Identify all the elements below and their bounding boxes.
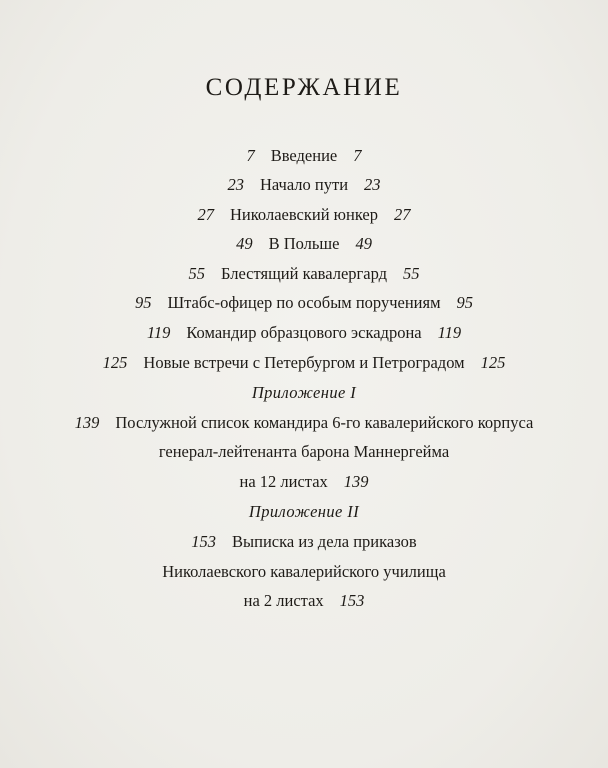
page-number-left: 55 <box>188 264 205 283</box>
entry-continuation <box>0 472 608 492</box>
entry-title: Блестящий кавалергард <box>220 264 388 283</box>
toc-entry <box>0 264 608 284</box>
page-number-right: 49 <box>355 234 372 253</box>
entry-title: Штабс-офицер по особым поручениям <box>167 293 441 312</box>
page-number-right: 119 <box>437 323 462 342</box>
page-number-left: 49 <box>236 234 253 253</box>
entry-continuation: Николаевского кавалерийского училища <box>162 562 446 581</box>
entry-title: Командир образцового эскадрона <box>186 323 422 342</box>
page-number-left: 23 <box>227 175 244 194</box>
page-number-right: 27 <box>394 205 411 224</box>
toc-entry <box>0 413 608 433</box>
toc-entry <box>0 175 608 195</box>
entry-title: Начало пути <box>259 175 349 194</box>
entry-continuation <box>0 591 608 611</box>
appendix-heading: Приложение I <box>251 383 357 402</box>
toc-entry <box>0 323 608 343</box>
page-number-right: 23 <box>364 175 381 194</box>
entry-title: В Польше <box>268 234 340 253</box>
page-number-left: 95 <box>134 293 152 312</box>
page-number-right: 153 <box>339 591 365 610</box>
entry-continuation: генерал-лейтенанта барона Маннергейма <box>158 442 450 461</box>
entry-subtitle: на 12 листах <box>239 472 328 491</box>
entry-title: Послужной список командира 6-го кавалерийского корпуса <box>115 413 534 432</box>
toc-entry <box>0 146 608 166</box>
toc-entry <box>0 293 608 313</box>
entry-title: Выписка из дела приказов <box>232 532 417 551</box>
page-number-right: 125 <box>480 353 506 372</box>
page-number-left: 125 <box>102 353 128 372</box>
entry-title: Новые встречи с Петербургом и Петроградом <box>143 353 465 372</box>
page-number-left: 153 <box>191 532 217 551</box>
page-number-right: 139 <box>343 472 369 491</box>
page-number-right: 55 <box>403 264 420 283</box>
toc-entry <box>0 205 608 225</box>
page-number-left: 7 <box>246 146 255 165</box>
page-number-left: 119 <box>146 323 171 342</box>
page-number-left: 27 <box>197 205 214 224</box>
page-title: СОДЕРЖАНИЕ <box>205 74 403 101</box>
entry-title: Николаевский юнкер <box>230 205 378 224</box>
appendix-heading: Приложение II <box>248 502 360 521</box>
entry-title: Введение <box>270 146 338 165</box>
toc-entry <box>0 532 608 552</box>
page-number-left: 139 <box>74 413 100 432</box>
page-number-right: 95 <box>456 293 474 312</box>
toc-entry <box>0 353 608 373</box>
page-number-right: 7 <box>353 146 362 165</box>
entry-subtitle: на 2 листах <box>243 591 324 610</box>
toc-entry <box>0 234 608 254</box>
